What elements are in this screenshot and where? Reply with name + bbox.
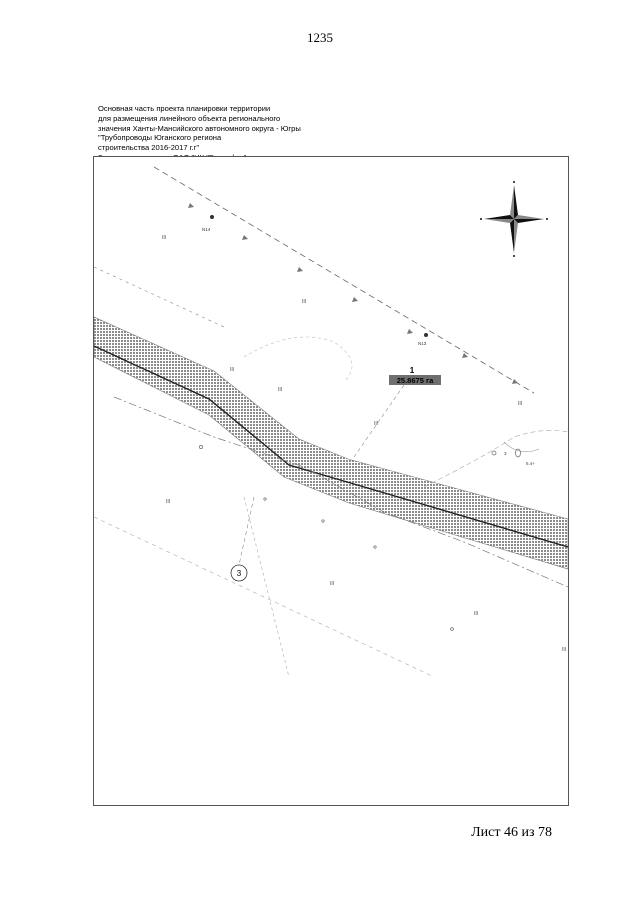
header-line: для размещения линейного объекта регионального — [98, 113, 281, 123]
map-frame — [93, 156, 569, 806]
parcel-number: 1 — [409, 366, 415, 375]
soil-label: III — [302, 299, 307, 305]
circle-label — [231, 565, 247, 581]
soil-label: III — [230, 367, 235, 373]
boundary-line — [94, 517, 434, 677]
leader-line — [239, 497, 254, 565]
soil-label: III — [278, 387, 283, 393]
soil-label: III — [562, 647, 567, 653]
contour-line — [424, 430, 568, 487]
survey-point — [418, 333, 428, 346]
contour-line — [244, 337, 352, 382]
soil-label: III — [518, 401, 523, 407]
boundary-line — [244, 497, 289, 677]
soil-label: III — [166, 499, 171, 505]
header-line: строительства 2016-2017 г.г" — [98, 143, 200, 153]
contour-line — [504, 442, 539, 452]
parcel-area: 25.8675 га — [396, 376, 434, 385]
misc-label: 3 — [504, 451, 507, 456]
pipeline-corridor — [94, 317, 568, 569]
soil-label: III — [162, 235, 167, 241]
soil-label: III — [374, 421, 379, 427]
boundary-line — [154, 167, 534, 393]
sheet-number: Лист 46 из 78 — [471, 825, 552, 840]
point-label: N14 — [202, 227, 211, 232]
header-line: значения Ханты-Мансийского автономного округа - Югры — [98, 123, 301, 133]
boundary-line — [94, 267, 224, 327]
compass-rose-icon — [480, 181, 548, 257]
header-line: Основная часть проекта планировки территории — [98, 104, 271, 113]
header-line: "Трубопроводы Юганского региона — [98, 133, 222, 143]
misc-label: 6.4+ — [526, 461, 535, 466]
leader-line — [354, 385, 404, 457]
soil-label: III — [330, 581, 335, 587]
soil-label: III — [474, 611, 479, 617]
svg-text:3: 3 — [236, 569, 242, 578]
parcel-label — [389, 366, 441, 385]
boundary-ticks — [188, 203, 518, 384]
page-number: 1235 — [307, 30, 333, 45]
survey-point — [202, 215, 214, 232]
map-canvas — [94, 157, 568, 805]
point-label: N13 — [418, 341, 427, 346]
